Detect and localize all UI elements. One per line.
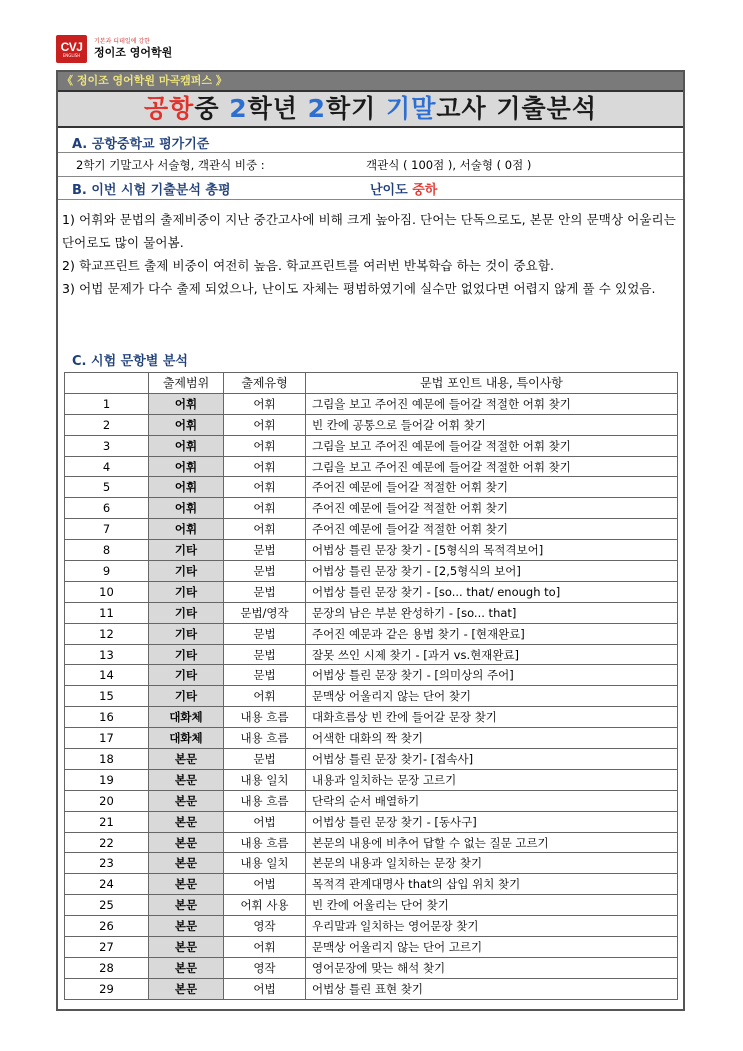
cell-scope: 기타 [149, 644, 224, 665]
cell-point: 빈 칸에 공통으로 들어갈 어휘 찾기 [306, 414, 678, 435]
table-row [65, 602, 678, 623]
cell-number: 12 [65, 623, 149, 644]
cell-number: 21 [65, 811, 149, 832]
table-row [65, 498, 678, 519]
cell-number: 24 [65, 874, 149, 895]
cell-scope: 어휘 [149, 477, 224, 498]
cell-point: 본문의 내용과 일치하는 문장 찾기 [306, 853, 678, 874]
cell-scope: 어휘 [149, 435, 224, 456]
cell-type: 내용 흐름 [224, 832, 306, 853]
cell-scope: 본문 [149, 790, 224, 811]
table-row [65, 853, 678, 874]
cell-point: 단락의 순서 배열하기 [306, 790, 678, 811]
table-row [65, 769, 678, 790]
cell-scope: 어휘 [149, 519, 224, 540]
cell-type: 영작 [224, 916, 306, 937]
table-row [65, 623, 678, 644]
cell-scope: 대화체 [149, 728, 224, 749]
document-frame [56, 70, 685, 1011]
cell-scope: 어휘 [149, 393, 224, 414]
cell-scope: 기타 [149, 686, 224, 707]
cell-type: 문법 [224, 623, 306, 644]
cell-number: 20 [65, 790, 149, 811]
cell-point: 어법상 틀린 문장 찾기 - [5형식의 목적격보어] [306, 540, 678, 561]
cell-point: 주어진 예문에 들어갈 적절한 어휘 찾기 [306, 519, 678, 540]
cell-number: 18 [65, 749, 149, 770]
cell-number: 7 [65, 519, 149, 540]
cell-scope: 기타 [149, 665, 224, 686]
cell-scope: 본문 [149, 874, 224, 895]
table-row [65, 644, 678, 665]
cell-scope: 본문 [149, 811, 224, 832]
cell-number: 19 [65, 769, 149, 790]
question-analysis-table [64, 372, 678, 1000]
cell-number: 25 [65, 895, 149, 916]
cell-point: 주어진 예문에 들어갈 적절한 어휘 찾기 [306, 477, 678, 498]
cell-point: 문장의 남은 부분 완성하기 - [so... that] [306, 602, 678, 623]
cell-type: 어휘 [224, 519, 306, 540]
cell-point: 그림을 보고 주어진 예문에 들어갈 적절한 어휘 찾기 [306, 393, 678, 414]
table-row [65, 561, 678, 582]
cvj-logo-mark [56, 35, 87, 63]
difficulty-indicator [370, 179, 437, 198]
cell-number: 3 [65, 435, 149, 456]
cell-point: 주어진 예문에 들어갈 적절한 어휘 찾기 [306, 498, 678, 519]
table-row [65, 790, 678, 811]
table-row [65, 581, 678, 602]
cell-type: 문법 [224, 561, 306, 582]
evaluation-ratio: 객관식 ( 100점 ), 서술형 ( 0점 ) [366, 158, 532, 172]
table-row [65, 749, 678, 770]
cell-type: 어휘 [224, 498, 306, 519]
title-grade-number: 2 [229, 94, 248, 123]
header-type: 출제유형 [224, 373, 306, 394]
table-row [65, 414, 678, 435]
cell-number: 17 [65, 728, 149, 749]
cell-scope: 기타 [149, 540, 224, 561]
section-a-heading: A. 공항중학교 평가기준 [72, 137, 210, 152]
cell-point: 내용과 일치하는 문장 고르기 [306, 769, 678, 790]
cell-point: 어색한 대화의 짝 찾기 [306, 728, 678, 749]
cell-type: 어휘 [224, 393, 306, 414]
cell-scope: 어휘 [149, 456, 224, 477]
cell-number: 28 [65, 957, 149, 978]
cell-number: 16 [65, 707, 149, 728]
cell-point: 본문의 내용에 비추어 답할 수 없는 질문 고르기 [306, 832, 678, 853]
table-row [65, 895, 678, 916]
cell-scope: 기타 [149, 561, 224, 582]
table-row [65, 540, 678, 561]
cell-number: 14 [65, 665, 149, 686]
table-row [65, 393, 678, 414]
cell-type: 내용 흐름 [224, 707, 306, 728]
cell-type: 내용 흐름 [224, 728, 306, 749]
cell-scope: 기타 [149, 581, 224, 602]
campus-banner: 《 정이조 영어학원 마곡캠퍼스 》 [58, 72, 683, 90]
header-scope: 출제범위 [149, 373, 224, 394]
table-row [65, 832, 678, 853]
header-number [65, 373, 149, 394]
table-row [65, 728, 678, 749]
cell-type: 문법 [224, 540, 306, 561]
cell-number: 11 [65, 602, 149, 623]
title-grade-label: 학년 [247, 94, 308, 123]
cell-type: 문법 [224, 665, 306, 686]
cell-number: 22 [65, 832, 149, 853]
cell-point: 주어진 예문과 같은 용법 찾기 - [현재완료] [306, 623, 678, 644]
title-semester-number: 2 [307, 94, 327, 123]
cell-type: 어휘 [224, 435, 306, 456]
page-title [58, 90, 683, 128]
cell-type: 어휘 [224, 937, 306, 958]
cell-number: 10 [65, 581, 149, 602]
title-exam-suffix: 고사 기출분석 [436, 94, 597, 123]
cell-number: 29 [65, 978, 149, 999]
cell-scope: 본문 [149, 853, 224, 874]
title-semester-label: 학기 [326, 94, 387, 123]
cell-scope: 본문 [149, 832, 224, 853]
cell-scope: 본문 [149, 769, 224, 790]
table-row [65, 874, 678, 895]
cell-number: 1 [65, 393, 149, 414]
cell-number: 6 [65, 498, 149, 519]
cell-point: 목적격 관계대명사 that의 삽입 위치 찾기 [306, 874, 678, 895]
cell-type: 어휘 [224, 414, 306, 435]
header-point: 문법 포인트 내용, 특이사항 [306, 373, 678, 394]
table-row [65, 811, 678, 832]
cell-scope: 본문 [149, 978, 224, 999]
table-row [65, 519, 678, 540]
logo-academy-name: 정이조 영어학원 [94, 46, 173, 59]
cell-scope: 본문 [149, 937, 224, 958]
section-b-heading: B. 이번 시험 기출분석 총평 [72, 183, 231, 198]
cell-number: 26 [65, 916, 149, 937]
cell-scope: 본문 [149, 957, 224, 978]
cell-point: 어법상 틀린 표현 찾기 [306, 978, 678, 999]
logo-mark-subtext: ENGLISH [62, 52, 81, 58]
cell-type: 문법 [224, 749, 306, 770]
cell-type: 내용 일치 [224, 853, 306, 874]
cell-number: 9 [65, 561, 149, 582]
cell-number: 27 [65, 937, 149, 958]
cell-number: 13 [65, 644, 149, 665]
table-row [65, 937, 678, 958]
cell-type: 어휘 [224, 477, 306, 498]
cell-number: 2 [65, 414, 149, 435]
cell-point: 어법상 틀린 문장 찾기 - [so... that/ enough to] [306, 581, 678, 602]
cell-scope: 본문 [149, 895, 224, 916]
academy-logo [56, 33, 172, 65]
cell-point: 어법상 틀린 문장 찾기 - [2,5형식의 보어] [306, 561, 678, 582]
cell-type: 문법 [224, 644, 306, 665]
table-row [65, 686, 678, 707]
cell-type: 어휘 [224, 456, 306, 477]
cell-type: 어법 [224, 874, 306, 895]
logo-mark-text: CVJ [60, 39, 83, 54]
table-row [65, 957, 678, 978]
table-row [65, 435, 678, 456]
cell-type: 어휘 [224, 686, 306, 707]
cell-point: 문맥상 어울리지 않는 단어 고르기 [306, 937, 678, 958]
divider [58, 152, 683, 153]
cell-number: 23 [65, 853, 149, 874]
cell-scope: 어휘 [149, 414, 224, 435]
cell-point: 대화흐름상 빈 칸에 들어갈 문장 찾기 [306, 707, 678, 728]
cell-type: 문법 [224, 581, 306, 602]
divider [58, 199, 683, 200]
cell-point: 어법상 틀린 문장 찾기 - [동사구] [306, 811, 678, 832]
cell-point: 잘못 쓰인 시제 찾기 - [과거 vs.현재완료] [306, 644, 678, 665]
cell-point: 그림을 보고 주어진 예문에 들어갈 적절한 어휘 찾기 [306, 456, 678, 477]
cell-point: 우리말과 일치하는 영어문장 찾기 [306, 916, 678, 937]
table-row [65, 665, 678, 686]
cell-point: 그림을 보고 주어진 예문에 들어갈 적절한 어휘 찾기 [306, 435, 678, 456]
cell-point: 어법상 틀린 문장 찾기 - [의미상의 주어] [306, 665, 678, 686]
difficulty-label: 난이도 [370, 183, 413, 198]
table-row [65, 916, 678, 937]
evaluation-label: 2학기 기말고사 서술형, 객관식 비중 : [76, 158, 265, 172]
cell-type: 어휘 사용 [224, 895, 306, 916]
logo-tagline: 기본과 디테일에 강한 [94, 38, 150, 45]
title-exam-type: 기말 [386, 94, 437, 123]
cell-type: 영작 [224, 957, 306, 978]
cell-scope: 본문 [149, 749, 224, 770]
table-header-row [65, 373, 678, 394]
table-body [65, 393, 678, 999]
cell-scope: 어휘 [149, 498, 224, 519]
cell-scope: 기타 [149, 623, 224, 644]
difficulty-value: 중하 [412, 183, 438, 198]
cell-point: 빈 칸에 어울리는 단어 찾기 [306, 895, 678, 916]
cell-type: 문법/영작 [224, 602, 306, 623]
summary-line: 3) 어법 문제가 다수 출제 되었으나, 난이도 자체는 평범하였기에 실수만 없었다면 어렵지 않게 풀 수 있었음. [62, 281, 656, 296]
title-school: 공항 [144, 94, 195, 123]
summary-line: 2) 학교프린트 출제 비중이 여전히 높음. 학교프린트를 여러번 반복학습 하는 것이 중요함. [62, 258, 555, 273]
cell-type: 내용 흐름 [224, 790, 306, 811]
cell-number: 5 [65, 477, 149, 498]
cell-scope: 대화체 [149, 707, 224, 728]
cell-scope: 본문 [149, 916, 224, 937]
cell-point: 영어문장에 맞는 해석 찾기 [306, 957, 678, 978]
cell-type: 내용 일치 [224, 769, 306, 790]
review-summary [62, 208, 680, 298]
summary-line: 1) 어휘와 문법의 출제비중이 지난 중간고사에 비해 크게 높아짐. 단어는 단독으로도, 본문 안의 문맥상 어울리는 단어로도 많이 물어봄. [62, 212, 676, 250]
table-row [65, 707, 678, 728]
cell-scope: 기타 [149, 602, 224, 623]
cell-point: 문맥상 어울리지 않는 단어 찾기 [306, 686, 678, 707]
cell-number: 15 [65, 686, 149, 707]
cell-type: 어법 [224, 978, 306, 999]
divider [58, 176, 683, 177]
cell-type: 어법 [224, 811, 306, 832]
cell-number: 4 [65, 456, 149, 477]
table-row [65, 456, 678, 477]
cell-number: 8 [65, 540, 149, 561]
title-school-suffix: 중 [194, 94, 230, 123]
cell-point: 어법상 틀린 문장 찾기- [접속사] [306, 749, 678, 770]
section-c-heading: C. 시험 문항별 분석 [72, 354, 188, 369]
table-row [65, 978, 678, 999]
table-row [65, 477, 678, 498]
